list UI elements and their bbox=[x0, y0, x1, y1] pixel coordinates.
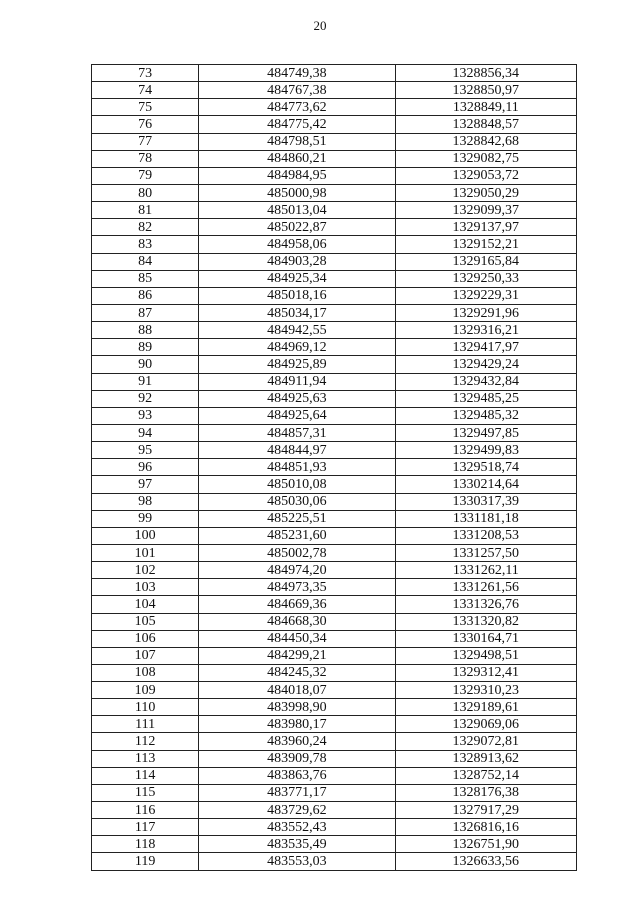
point-number-cell: 93 bbox=[92, 407, 199, 424]
y-coordinate-cell: 1329498,51 bbox=[395, 647, 576, 664]
point-number-cell: 99 bbox=[92, 510, 199, 527]
y-coordinate-cell: 1328842,68 bbox=[395, 133, 576, 150]
y-coordinate-cell: 1326816,16 bbox=[395, 819, 576, 836]
table-row bbox=[92, 167, 577, 184]
y-coordinate-cell: 1329518,74 bbox=[395, 459, 576, 476]
table-row bbox=[92, 510, 577, 527]
point-number-cell: 94 bbox=[92, 424, 199, 441]
y-coordinate-cell: 1328856,34 bbox=[395, 65, 576, 82]
x-coordinate-cell: 485018,16 bbox=[199, 287, 395, 304]
point-number-cell: 104 bbox=[92, 596, 199, 613]
point-number-cell: 98 bbox=[92, 493, 199, 510]
point-number-cell: 111 bbox=[92, 716, 199, 733]
point-number-cell: 103 bbox=[92, 579, 199, 596]
table-row bbox=[92, 202, 577, 219]
point-number-cell: 115 bbox=[92, 784, 199, 801]
x-coordinate-cell: 484911,94 bbox=[199, 373, 395, 390]
x-coordinate-cell: 485013,04 bbox=[199, 202, 395, 219]
x-coordinate-cell: 484925,63 bbox=[199, 390, 395, 407]
y-coordinate-cell: 1329099,37 bbox=[395, 202, 576, 219]
x-coordinate-cell: 485022,87 bbox=[199, 219, 395, 236]
y-coordinate-cell: 1329485,25 bbox=[395, 390, 576, 407]
table-row bbox=[92, 459, 577, 476]
y-coordinate-cell: 1331257,50 bbox=[395, 544, 576, 561]
point-number-cell: 100 bbox=[92, 527, 199, 544]
table-row bbox=[92, 836, 577, 853]
point-number-cell: 81 bbox=[92, 202, 199, 219]
point-number-cell: 87 bbox=[92, 304, 199, 321]
y-coordinate-cell: 1331181,18 bbox=[395, 510, 576, 527]
y-coordinate-cell: 1327917,29 bbox=[395, 802, 576, 819]
x-coordinate-cell: 483960,24 bbox=[199, 733, 395, 750]
point-number-cell: 75 bbox=[92, 99, 199, 116]
x-coordinate-cell: 484450,34 bbox=[199, 630, 395, 647]
table-row bbox=[92, 424, 577, 441]
table-row bbox=[92, 819, 577, 836]
point-number-cell: 91 bbox=[92, 373, 199, 390]
x-coordinate-cell: 484844,97 bbox=[199, 442, 395, 459]
coordinates-table-body bbox=[92, 65, 577, 871]
y-coordinate-cell: 1328752,14 bbox=[395, 767, 576, 784]
point-number-cell: 85 bbox=[92, 270, 199, 287]
table-row bbox=[92, 527, 577, 544]
point-number-cell: 116 bbox=[92, 802, 199, 819]
x-coordinate-cell: 484018,07 bbox=[199, 682, 395, 699]
table-row bbox=[92, 304, 577, 321]
y-coordinate-cell: 1329152,21 bbox=[395, 236, 576, 253]
y-coordinate-cell: 1329137,97 bbox=[395, 219, 576, 236]
table-row bbox=[92, 613, 577, 630]
y-coordinate-cell: 1330214,64 bbox=[395, 476, 576, 493]
point-number-cell: 78 bbox=[92, 150, 199, 167]
point-number-cell: 114 bbox=[92, 767, 199, 784]
y-coordinate-cell: 1329250,33 bbox=[395, 270, 576, 287]
y-coordinate-cell: 1329485,32 bbox=[395, 407, 576, 424]
x-coordinate-cell: 483863,76 bbox=[199, 767, 395, 784]
point-number-cell: 90 bbox=[92, 356, 199, 373]
x-coordinate-cell: 485010,08 bbox=[199, 476, 395, 493]
y-coordinate-cell: 1328176,38 bbox=[395, 784, 576, 801]
table-row bbox=[92, 664, 577, 681]
point-number-cell: 74 bbox=[92, 82, 199, 99]
point-number-cell: 76 bbox=[92, 116, 199, 133]
x-coordinate-cell: 484775,42 bbox=[199, 116, 395, 133]
x-coordinate-cell: 483552,43 bbox=[199, 819, 395, 836]
point-number-cell: 119 bbox=[92, 853, 199, 870]
y-coordinate-cell: 1331326,76 bbox=[395, 596, 576, 613]
point-number-cell: 86 bbox=[92, 287, 199, 304]
point-number-cell: 96 bbox=[92, 459, 199, 476]
point-number-cell: 77 bbox=[92, 133, 199, 150]
table-row bbox=[92, 442, 577, 459]
y-coordinate-cell: 1329291,96 bbox=[395, 304, 576, 321]
point-number-cell: 89 bbox=[92, 339, 199, 356]
y-coordinate-cell: 1329429,24 bbox=[395, 356, 576, 373]
y-coordinate-cell: 1329417,97 bbox=[395, 339, 576, 356]
table-row bbox=[92, 493, 577, 510]
x-coordinate-cell: 484798,51 bbox=[199, 133, 395, 150]
y-coordinate-cell: 1326633,56 bbox=[395, 853, 576, 870]
point-number-cell: 73 bbox=[92, 65, 199, 82]
table-row bbox=[92, 647, 577, 664]
x-coordinate-cell: 483980,17 bbox=[199, 716, 395, 733]
table-row bbox=[92, 373, 577, 390]
table-row bbox=[92, 733, 577, 750]
x-coordinate-cell: 484903,28 bbox=[199, 253, 395, 270]
point-number-cell: 88 bbox=[92, 322, 199, 339]
y-coordinate-cell: 1329053,72 bbox=[395, 167, 576, 184]
x-coordinate-cell: 485030,06 bbox=[199, 493, 395, 510]
x-coordinate-cell: 484299,21 bbox=[199, 647, 395, 664]
x-coordinate-cell: 485002,78 bbox=[199, 544, 395, 561]
y-coordinate-cell: 1331261,56 bbox=[395, 579, 576, 596]
y-coordinate-cell: 1329050,29 bbox=[395, 184, 576, 201]
x-coordinate-cell: 484973,35 bbox=[199, 579, 395, 596]
x-coordinate-cell: 484668,30 bbox=[199, 613, 395, 630]
y-coordinate-cell: 1329432,84 bbox=[395, 373, 576, 390]
point-number-cell: 106 bbox=[92, 630, 199, 647]
table-row bbox=[92, 802, 577, 819]
table-row bbox=[92, 699, 577, 716]
y-coordinate-cell: 1330164,71 bbox=[395, 630, 576, 647]
y-coordinate-cell: 1326751,90 bbox=[395, 836, 576, 853]
point-number-cell: 95 bbox=[92, 442, 199, 459]
y-coordinate-cell: 1329072,81 bbox=[395, 733, 576, 750]
point-number-cell: 84 bbox=[92, 253, 199, 270]
table-row bbox=[92, 579, 577, 596]
x-coordinate-cell: 484925,34 bbox=[199, 270, 395, 287]
table-row bbox=[92, 133, 577, 150]
y-coordinate-cell: 1329082,75 bbox=[395, 150, 576, 167]
table-row bbox=[92, 82, 577, 99]
table-row bbox=[92, 853, 577, 870]
table-row bbox=[92, 407, 577, 424]
table-row bbox=[92, 116, 577, 133]
table-row bbox=[92, 356, 577, 373]
x-coordinate-cell: 484857,31 bbox=[199, 424, 395, 441]
table-row bbox=[92, 236, 577, 253]
table-row bbox=[92, 390, 577, 407]
table-row bbox=[92, 784, 577, 801]
table-row bbox=[92, 596, 577, 613]
x-coordinate-cell: 484974,20 bbox=[199, 562, 395, 579]
x-coordinate-cell: 484925,89 bbox=[199, 356, 395, 373]
x-coordinate-cell: 484669,36 bbox=[199, 596, 395, 613]
x-coordinate-cell: 484942,55 bbox=[199, 322, 395, 339]
table-row bbox=[92, 253, 577, 270]
page-number: 20 bbox=[313, 18, 327, 33]
point-number-cell: 102 bbox=[92, 562, 199, 579]
y-coordinate-cell: 1328848,57 bbox=[395, 116, 576, 133]
x-coordinate-cell: 483553,03 bbox=[199, 853, 395, 870]
y-coordinate-cell: 1329189,61 bbox=[395, 699, 576, 716]
point-number-cell: 108 bbox=[92, 664, 199, 681]
x-coordinate-cell: 484860,21 bbox=[199, 150, 395, 167]
y-coordinate-cell: 1329497,85 bbox=[395, 424, 576, 441]
y-coordinate-cell: 1329069,06 bbox=[395, 716, 576, 733]
y-coordinate-cell: 1329310,23 bbox=[395, 682, 576, 699]
x-coordinate-cell: 484767,38 bbox=[199, 82, 395, 99]
y-coordinate-cell: 1331320,82 bbox=[395, 613, 576, 630]
table-row bbox=[92, 544, 577, 561]
point-number-cell: 83 bbox=[92, 236, 199, 253]
coordinates-table bbox=[91, 64, 577, 871]
y-coordinate-cell: 1331262,11 bbox=[395, 562, 576, 579]
x-coordinate-cell: 484925,64 bbox=[199, 407, 395, 424]
x-coordinate-cell: 484773,62 bbox=[199, 99, 395, 116]
point-number-cell: 97 bbox=[92, 476, 199, 493]
point-number-cell: 107 bbox=[92, 647, 199, 664]
x-coordinate-cell: 485000,98 bbox=[199, 184, 395, 201]
x-coordinate-cell: 485225,51 bbox=[199, 510, 395, 527]
table-row bbox=[92, 750, 577, 767]
x-coordinate-cell: 485034,17 bbox=[199, 304, 395, 321]
point-number-cell: 82 bbox=[92, 219, 199, 236]
y-coordinate-cell: 1329312,41 bbox=[395, 664, 576, 681]
x-coordinate-cell: 483535,49 bbox=[199, 836, 395, 853]
table-row bbox=[92, 716, 577, 733]
point-number-cell: 112 bbox=[92, 733, 199, 750]
table-row bbox=[92, 65, 577, 82]
x-coordinate-cell: 484984,95 bbox=[199, 167, 395, 184]
y-coordinate-cell: 1329316,21 bbox=[395, 322, 576, 339]
table-row bbox=[92, 150, 577, 167]
x-coordinate-cell: 483729,62 bbox=[199, 802, 395, 819]
y-coordinate-cell: 1329499,83 bbox=[395, 442, 576, 459]
table-row bbox=[92, 322, 577, 339]
table-row bbox=[92, 682, 577, 699]
x-coordinate-cell: 484969,12 bbox=[199, 339, 395, 356]
y-coordinate-cell: 1329229,31 bbox=[395, 287, 576, 304]
table-row bbox=[92, 339, 577, 356]
y-coordinate-cell: 1330317,39 bbox=[395, 493, 576, 510]
y-coordinate-cell: 1328849,11 bbox=[395, 99, 576, 116]
point-number-cell: 109 bbox=[92, 682, 199, 699]
x-coordinate-cell: 484245,32 bbox=[199, 664, 395, 681]
table-row bbox=[92, 287, 577, 304]
y-coordinate-cell: 1329165,84 bbox=[395, 253, 576, 270]
point-number-cell: 79 bbox=[92, 167, 199, 184]
table-row bbox=[92, 99, 577, 116]
point-number-cell: 118 bbox=[92, 836, 199, 853]
point-number-cell: 113 bbox=[92, 750, 199, 767]
table-row bbox=[92, 767, 577, 784]
x-coordinate-cell: 484851,93 bbox=[199, 459, 395, 476]
table-row bbox=[92, 630, 577, 647]
y-coordinate-cell: 1331208,53 bbox=[395, 527, 576, 544]
x-coordinate-cell: 483771,17 bbox=[199, 784, 395, 801]
x-coordinate-cell: 483998,90 bbox=[199, 699, 395, 716]
table-row bbox=[92, 270, 577, 287]
point-number-cell: 105 bbox=[92, 613, 199, 630]
table-row bbox=[92, 219, 577, 236]
x-coordinate-cell: 483909,78 bbox=[199, 750, 395, 767]
table-row bbox=[92, 476, 577, 493]
point-number-cell: 92 bbox=[92, 390, 199, 407]
y-coordinate-cell: 1328850,97 bbox=[395, 82, 576, 99]
table-row bbox=[92, 184, 577, 201]
table-row bbox=[92, 562, 577, 579]
point-number-cell: 117 bbox=[92, 819, 199, 836]
y-coordinate-cell: 1328913,62 bbox=[395, 750, 576, 767]
point-number-cell: 101 bbox=[92, 544, 199, 561]
point-number-cell: 80 bbox=[92, 184, 199, 201]
x-coordinate-cell: 485231,60 bbox=[199, 527, 395, 544]
x-coordinate-cell: 484958,06 bbox=[199, 236, 395, 253]
x-coordinate-cell: 484749,38 bbox=[199, 65, 395, 82]
point-number-cell: 110 bbox=[92, 699, 199, 716]
